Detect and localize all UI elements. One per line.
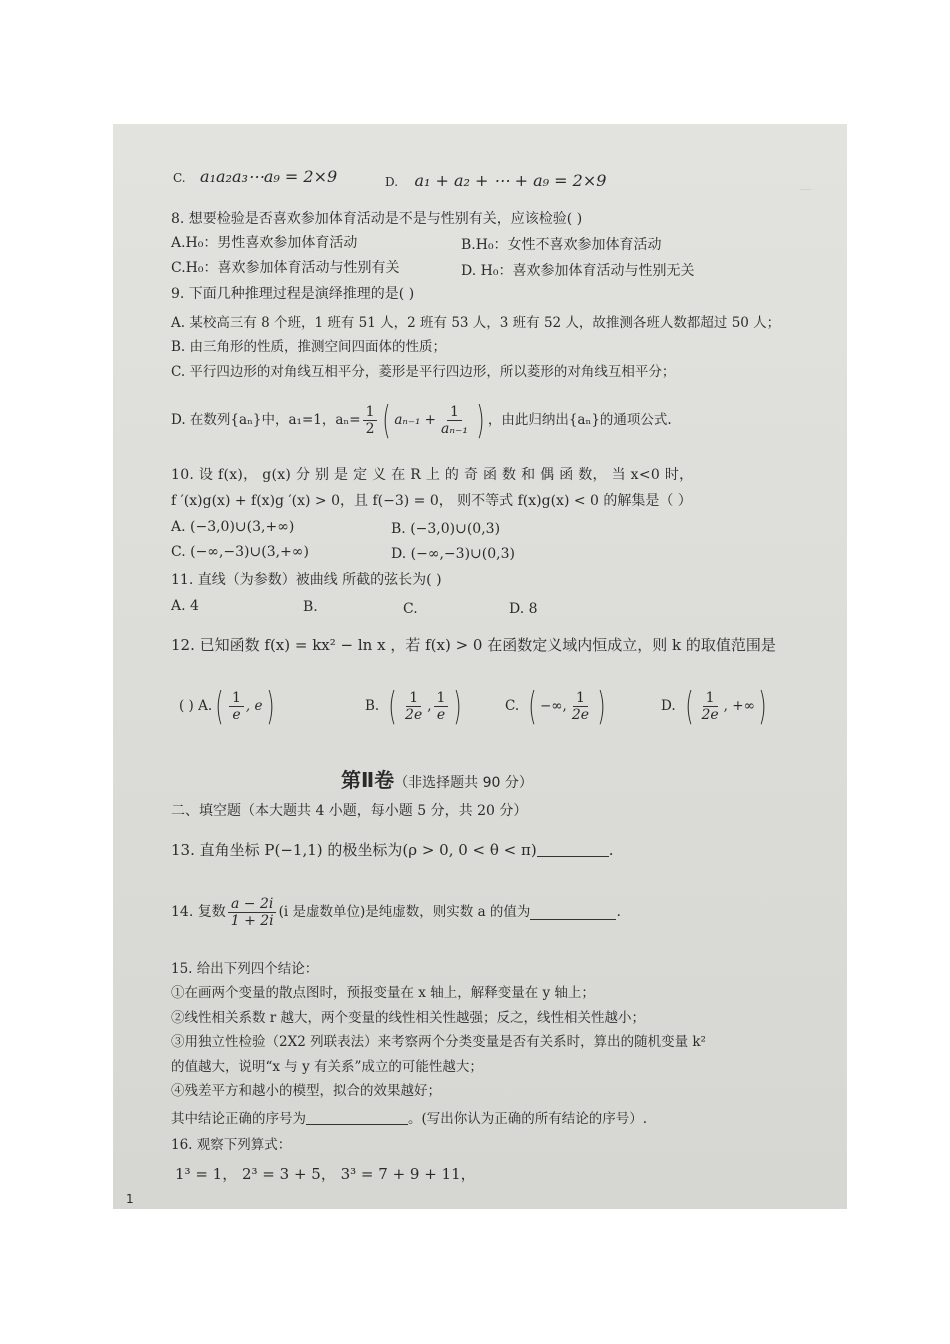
q16-stem: 16. 观察下列算式： [171,1137,292,1153]
q7-option-d: D. a₁ + a₂ + ⋯ + a₉ = 2×9 [385,171,607,190]
q14-fraction: $\frac{a - 2i}{1 + 2i}$ [228,896,277,929]
q11-option-c: C. [403,601,418,617]
q12-option-c: C. ( −∞, $\frac{1}{2e}$ ) [505,684,606,728]
fill-in-section-heading: 二、填空题（本大题共 4 小题，每小题 5 分，共 20 分） [171,803,528,819]
q11-option-b: B. [303,599,318,615]
q15-answer-blank[interactable] [306,1110,408,1125]
q14-stem: 14. 复数 $\frac{a - 2i}{1 + 2i}$ (i 是虚数单位)是纯虚数，则实数 a 的值为 . [171,896,621,930]
q9-option-c: C. 平行四边形的对角线互相平分，菱形是平行四边形，所以菱形的对角线互相平分； [171,364,676,380]
q12-option-b: B. ( $\frac{1}{2e}$ , $\frac{1}{e}$ ) [365,684,462,728]
q13-answer-blank[interactable] [537,842,609,857]
q15-statement-4: ④残差平方和越小的模型，拟合的效果越好； [171,1083,441,1099]
q15-statement-1: ①在画两个变量的散点图时，预报变量在 x 轴上，解释变量在 y 轴上； [171,985,595,1001]
q10-stem-line2: f ′(x)g(x) + f(x)g ′(x) > 0，且 f(−3) = 0， 则不等式 f(x)g(x) < 0 的解集是（ ） [171,493,692,509]
part2-title: 第Ⅱ卷（非选择题共 90 分） [341,768,533,792]
q10-option-b: B. (−3,0)∪(0,3) [391,521,501,537]
q10-option-d: D. (−∞,−3)∪(0,3) [391,546,515,562]
q10-stem-line1: 10. 设 f(x)， g(x) 分 别 是 定 义 在 R 上 的 奇 函 数 和 偶 函 数， 当 x<0 时， [171,467,694,483]
q15-question: 其中结论正确的序号为 。(写出你认为正确的所有结论的序号）. [171,1111,648,1127]
exam-paper-sheet [113,124,847,1209]
q8-option-a: A.H₀：男性喜欢参加体育活动 [171,235,358,251]
q16-expressions: 1³ = 1， 2³ = 3 + 5， 3³ = 7 + 9 + 11， [175,1165,476,1183]
q15-stem: 15. 给出下列四个结论： [171,961,319,977]
q8-option-d: D. H₀：喜欢参加体育活动与性别无关 [461,263,695,279]
q12-option-a: ( ) A. ( $\frac{1}{e}$ , e ) [179,684,274,728]
q14-answer-blank[interactable] [530,905,616,920]
q15-statement-2: ②线性相关系数 r 越大，两个变量的线性相关性越强；反之，线性相关性越小； [171,1010,646,1026]
page-number: 1 [126,1192,134,1206]
q12-stem: 12. 已知函数 f(x) = kx² − ln x ，若 f(x) > 0 在函数定义域内恒成立，则 k 的取值范围是 [171,636,776,654]
q8-option-c: C.H₀：喜欢参加体育活动与性别有关 [171,260,400,276]
q9-option-a: A. 某校高三有 8 个班，1 班有 51 人，2 班有 53 人，3 班有 52 人，故推测各班人数都超过 50 人； [171,315,781,331]
q9-option-d: D. 在数列{aₙ}中，a₁=1，aₙ= $\frac{1}{2}$ ( aₙ₋₁ + $\frac{1}{\text{aₙ₋₁}}$ ) ，由此归纳出{aₙ}的通项公式. [171,398,672,442]
q15-statement-3-cont: 的值越大，说明“x 与 y 有关系”成立的可能性越大； [171,1059,483,1075]
q15-statement-3: ③用独立性检验（2X2 列联表法）来考察两个分类变量是否有关系时，算出的随机变量 k² [171,1034,706,1050]
q8-stem: 8. 想要检验是否喜欢参加体育活动是不是与性别有关，应该检验( ) [171,211,583,227]
q9-stem: 9. 下面几种推理过程是演绎推理的是( ) [171,286,415,302]
q9-half-fraction: $\frac{1}{2}$ [363,404,378,437]
q8-option-b: B.H₀：女性不喜欢参加体育活动 [461,237,662,253]
bleed-through: — [799,182,812,197]
q11-stem: 11. 直线（为参数）被曲线 所截的弦长为( ) [171,572,442,588]
q7-option-c: C. a₁a₂a₃⋯a₉ = 2×9 [173,167,338,186]
q13-stem: 13. 直角坐标 P(−1,1) 的极坐标为(ρ > 0, 0 < θ < π) . [171,841,614,859]
q12-option-d: D. ( $\frac{1}{2e}$ , +∞ ) [661,684,767,728]
q10-option-a: A. (−3,0)∪(3,+∞) [171,519,295,535]
q11-option-d: D. 8 [509,601,538,617]
q9-option-b: B. 由三角形的性质，推测空间四面体的性质； [171,339,447,355]
q11-option-a: A. 4 [171,598,199,614]
q9-inner-fraction: $\frac{1}{\text{aₙ₋₁}}$ [440,404,469,438]
q10-option-c: C. (−∞,−3)∪(3,+∞) [171,544,309,560]
